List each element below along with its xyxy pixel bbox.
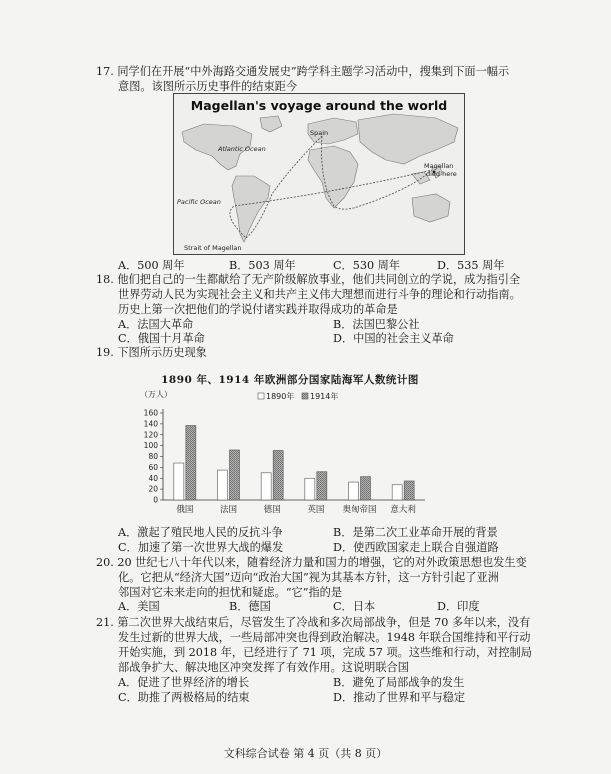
q19-line1: 19. 下图所示历史现象: [96, 346, 207, 359]
bar-1914: [186, 426, 196, 500]
q21-option-c: C．助推了两极格局的结束: [118, 691, 250, 704]
q21-option-b: B．避免了局部战争的发生: [333, 676, 465, 689]
q18-line2: 世界劳动人民为实现社会主义和共产主义伟大理想而进行斗争的理论和行动指南。: [118, 288, 521, 301]
q20-option-b: B．德国: [229, 600, 271, 613]
y-tick-label: 100: [143, 441, 158, 451]
y-tick-label: 60: [148, 462, 158, 472]
map-label-atlantic: Atlantic Ocean: [218, 145, 266, 153]
x-tick-label: 英国: [307, 505, 325, 515]
q20-line2: 化。它把从“经济大国”迈向“政治大国”视为其基本方针，这一方针引起了亚洲: [118, 571, 499, 584]
q19-option-a: A．激起了殖民地人民的反抗斗争: [118, 526, 283, 539]
x-tick-label: 法国: [219, 505, 238, 515]
legend-swatch-1914: [302, 393, 308, 399]
world-map-graphic: [174, 94, 464, 254]
q21-option-d: D．推动了世界和平与稳定: [333, 691, 466, 704]
map-label-magellan: Magellan: [424, 162, 454, 170]
q17-option-a: A．500 周年: [118, 259, 185, 272]
q19-option-c: C．加速了第一次世界大战的爆发: [118, 541, 284, 554]
bar-1914: [230, 450, 240, 500]
map-label-died-here: died here: [426, 170, 457, 178]
legend-swatch-1890: [258, 393, 264, 399]
q20-option-a: A．美国: [118, 600, 160, 613]
map-label-pacific: Pacific Ocean: [177, 198, 221, 206]
q17-option-c: C．530 周年: [333, 259, 401, 272]
q18-option-b: B．法国巴黎公社: [333, 318, 420, 331]
q17-line2: 意图。该图所示历史事件的结束距今: [118, 80, 298, 93]
y-tick-label: 40: [148, 473, 158, 483]
map-title: Magellan's voyage around the world: [190, 98, 448, 113]
x-tick-label: 奥匈帝国: [342, 505, 377, 515]
y-tick-label: 20: [148, 484, 158, 494]
map-label-strait: Strait of Magellan: [184, 244, 242, 252]
bar-1914: [273, 451, 283, 500]
bar-1890: [305, 478, 315, 500]
q20-option-d: D．印度: [437, 600, 480, 613]
y-tick-label: 160: [143, 408, 158, 418]
bar-1914: [404, 481, 414, 500]
q20-line1: 20. 20 世纪七八十年代以来，随着经济力量和国力的增强，它的对外政策思想也发生变: [96, 556, 527, 569]
bar-1890: [218, 470, 228, 500]
x-tick-label: 俄国: [176, 505, 194, 515]
q17-option-d: D．535 周年: [437, 259, 505, 272]
page-footer: 文科综合试卷 第 4 页（共 8 页）: [223, 747, 388, 760]
bar-1890: [349, 482, 359, 500]
q18-option-d: D．中国的社会主义革命: [333, 332, 454, 345]
bar-1914: [361, 477, 371, 500]
q19-option-d: D．使西欧国家走上联合自强道路: [333, 541, 499, 554]
q18-option-c: C．俄国十月革命: [118, 332, 205, 345]
q20-line3: 邻国对它未来走向的担忧和疑虑。“它”指的是: [118, 586, 343, 599]
q18-line1: 18. 他们把自己的一生都献给了无产阶级解放事业，他们共同创立的学说，成为指引全: [96, 273, 521, 286]
q17-option-b: B．503 周年: [229, 259, 296, 272]
magellan-voyage-map: [173, 93, 465, 255]
legend-label: 1914年: [310, 392, 339, 401]
map-label-spain: Spain: [310, 129, 329, 137]
legend-label: 1890年: [266, 392, 295, 401]
bar-1890: [261, 473, 271, 500]
bar-1890: [174, 463, 184, 500]
y-tick-label: 0: [153, 495, 158, 505]
y-tick-label: 140: [143, 419, 158, 429]
q21-line4: 部战争扩大、解决地区冲突发挥了有效作用。这说明联合国: [118, 661, 409, 674]
x-tick-label: 德国: [263, 505, 281, 515]
q17-line1: 17. 同学们在开展“中外海路交通发展史”跨学科主题学习活动中，搜集到下面一幅示: [96, 65, 510, 78]
bar-1914: [317, 472, 327, 500]
x-tick-label: 意大利: [390, 505, 416, 515]
y-tick-label: 80: [148, 452, 158, 461]
q21-option-a: A．促进了世界经济的增长: [118, 676, 250, 689]
q19-option-b: B．是第二次工业革命开展的背景: [333, 526, 498, 539]
q18-line3: 历史上第一次把他们的学说付诸实践并取得成功的革命是: [118, 303, 398, 316]
q21-line1: 21. 第二次世界大战结束后，尽管发生了冷战和多次局部战争，但是 70 多年以来，没有: [96, 616, 531, 629]
q21-line2: 发生过新的世界大战，一些局部冲突也得到政治解决。1948 年联合国维持和平行动: [118, 631, 531, 644]
chart-title: 1890 年、1914 年欧洲部分国家陆海军人数统计图: [161, 374, 419, 386]
q18-option-a: A．法国大革命: [118, 318, 194, 331]
y-tick-label: 120: [143, 430, 158, 440]
q21-line3: 开始实施，到 2018 年，已经进行了 71 项，完成 57 项。这些维和行动，对控制局: [118, 646, 532, 659]
bar-1890: [392, 485, 402, 500]
q20-option-c: C．日本: [333, 600, 376, 613]
y-axis-unit-label: （万人）: [140, 390, 172, 399]
